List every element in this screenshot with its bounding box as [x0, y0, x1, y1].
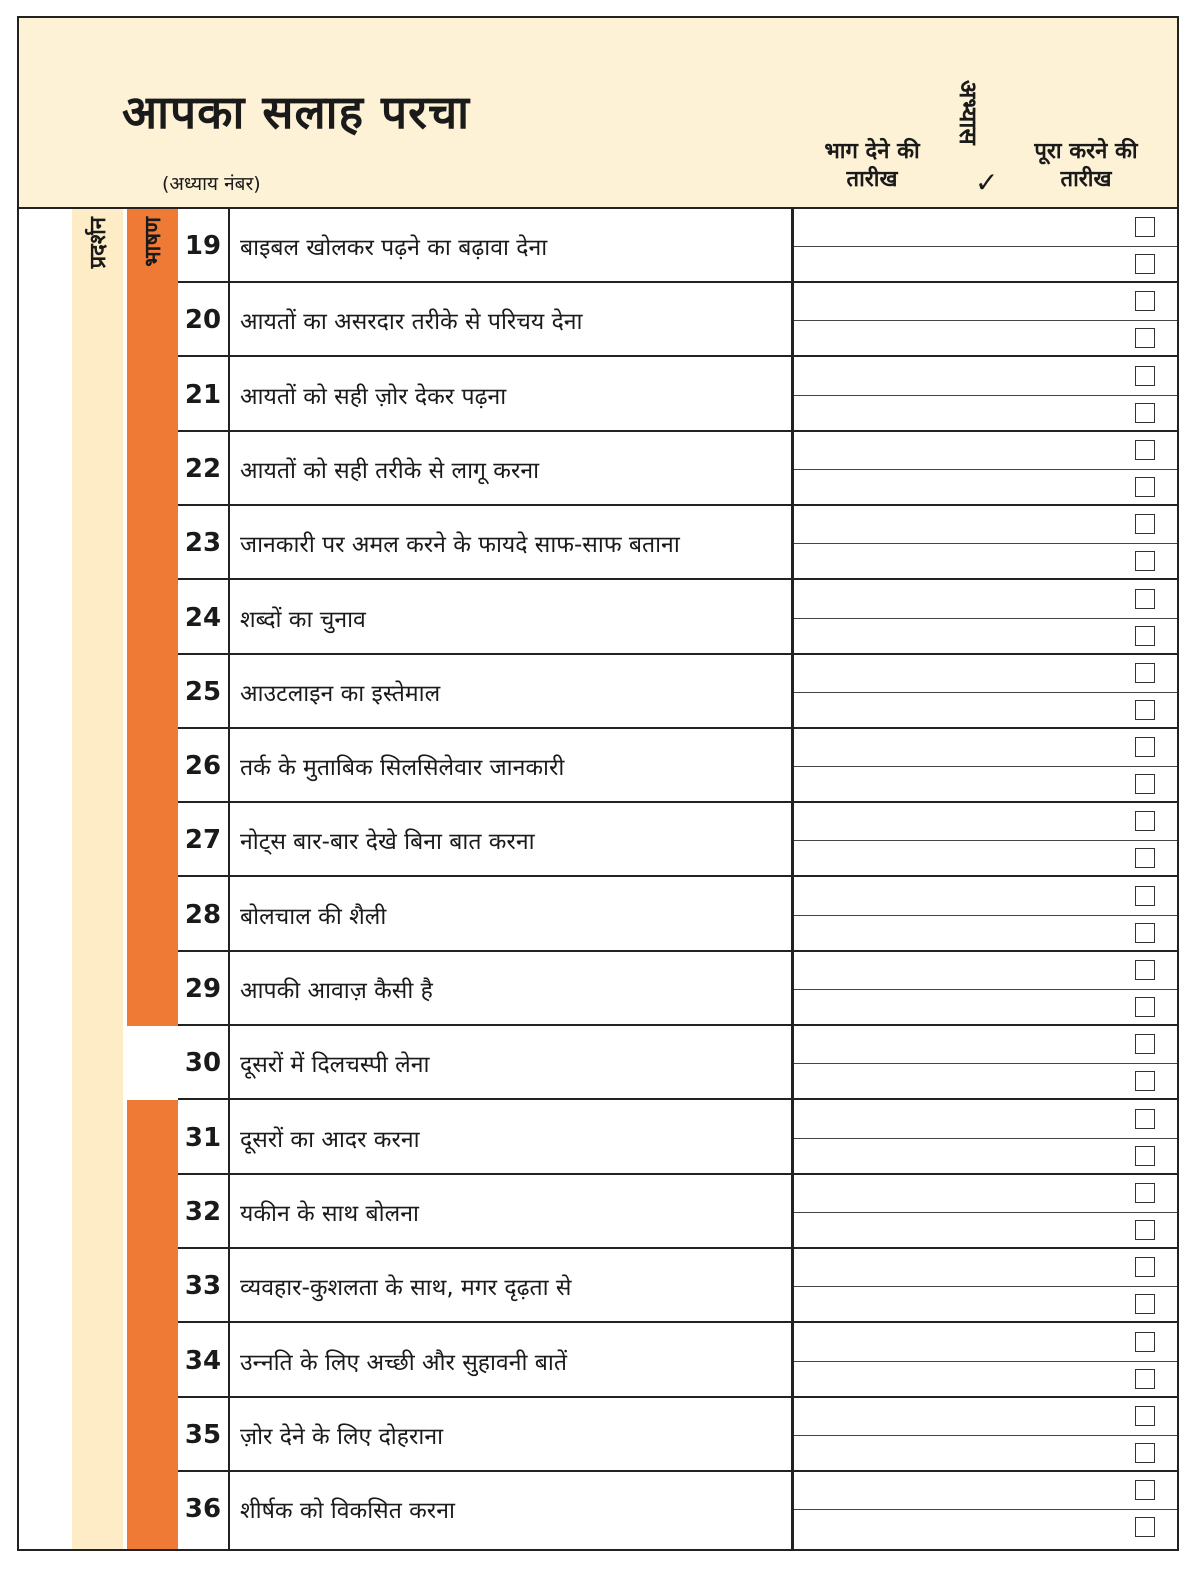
chapter-number: 25 [184, 676, 222, 707]
lesson-title: दूसरों में दिलचस्पी लेना [240, 1052, 430, 1079]
date-subrow-divider [792, 1212, 1179, 1213]
date-subrow-divider [792, 766, 1179, 767]
date-subrow-divider [792, 246, 1179, 247]
practice-checkbox-2[interactable] [1135, 477, 1155, 497]
table-row [178, 803, 1179, 877]
lesson-title: नोट्‌स बार-बार देखे बिना बात करना [240, 829, 535, 856]
date-completed-header [1011, 138, 1161, 194]
talk-band-lower [127, 1100, 178, 1549]
practice-checkbox-1[interactable] [1135, 1332, 1155, 1352]
practice-checkbox-2[interactable] [1135, 1443, 1155, 1463]
chapter-number: 27 [184, 825, 222, 856]
talk-band-upper [127, 209, 178, 1026]
date-column-divider [791, 209, 794, 1549]
date-subrow-divider [792, 1063, 1179, 1064]
chapter-number: 21 [184, 379, 222, 410]
lesson-title: यकीन के साथ बोलना [240, 1200, 419, 1227]
chapter-number: 32 [184, 1196, 222, 1227]
chapter-number: 19 [184, 231, 222, 261]
table-row [178, 729, 1179, 803]
lesson-title: शब्दों का चुनाव [240, 606, 366, 633]
date-subrow-divider [792, 543, 1179, 544]
practice-checkbox-2[interactable] [1135, 1071, 1155, 1091]
table-row [178, 1472, 1179, 1546]
lesson-title: ज़ोर देने के लिए दोहराना [240, 1423, 444, 1450]
lesson-title: व्यवहार-कुशलता के साथ, मगर दृढ़ता से [240, 1275, 572, 1302]
chapter-number: 33 [184, 1271, 222, 1302]
date-subrow-divider [792, 320, 1179, 321]
practice-checkbox-2[interactable] [1135, 254, 1155, 274]
lesson-title: शीर्षक को विकसित करना [240, 1498, 455, 1525]
lesson-title: आउटलाइन का इस्तेमाल [240, 680, 441, 707]
lesson-title: आयतों को सही तरीके से लागू करना [240, 457, 540, 484]
lesson-title: आयतों को सही ज़ोर देकर पढ़ना [240, 383, 507, 410]
table-row [178, 283, 1179, 357]
practice-checkbox-1[interactable] [1135, 217, 1155, 237]
practice-checkbox-2[interactable] [1135, 997, 1155, 1017]
practice-checkbox-2[interactable] [1135, 700, 1155, 720]
demonstration-band [72, 209, 123, 1549]
practice-checkbox-1[interactable] [1135, 1480, 1155, 1500]
date-subrow-divider [792, 989, 1179, 990]
practice-checkbox-1[interactable] [1135, 737, 1155, 757]
practice-checkbox-1[interactable] [1135, 663, 1155, 683]
practice-checkbox-1[interactable] [1135, 589, 1155, 609]
practice-checkbox-2[interactable] [1135, 1369, 1155, 1389]
table-row [178, 506, 1179, 580]
date-assigned-header-line1: भाग देने की [824, 139, 920, 164]
date-subrow-divider [792, 395, 1179, 396]
practice-checkbox-2[interactable] [1135, 328, 1155, 348]
practice-checkbox-1[interactable] [1135, 291, 1155, 311]
practice-checkbox-2[interactable] [1135, 403, 1155, 423]
practice-checkbox-1[interactable] [1135, 1257, 1155, 1277]
chapter-number: 28 [184, 899, 222, 930]
check-mark-icon: ✓ [975, 166, 999, 199]
table-row [178, 878, 1179, 952]
date-subrow-divider [792, 1361, 1179, 1362]
chapter-number: 30 [184, 1048, 222, 1079]
date-subrow-divider [792, 840, 1179, 841]
table-row [178, 952, 1179, 1026]
chapter-number: 31 [184, 1122, 222, 1153]
practice-checkbox-1[interactable] [1135, 1109, 1155, 1129]
date-subrow-divider [792, 1509, 1179, 1510]
chapter-number: 20 [184, 305, 222, 336]
lesson-title: दूसरों का आदर करना [240, 1126, 420, 1153]
date-subrow-divider [792, 1435, 1179, 1436]
page-title: आपका सलाह परचा [122, 85, 471, 139]
date-subrow-divider [792, 469, 1179, 470]
practice-checkbox-1[interactable] [1135, 1406, 1155, 1426]
chapter-number: 35 [184, 1419, 222, 1450]
date-assigned-header [797, 138, 947, 194]
lesson-title: आपकी आवाज़ कैसी है [240, 978, 433, 1004]
date-subrow-divider [792, 618, 1179, 619]
practice-checkbox-1[interactable] [1135, 366, 1155, 386]
number-column-divider [228, 209, 230, 1549]
date-completed-header-line2: तारीख [1060, 167, 1112, 192]
table-row [178, 209, 1179, 283]
date-subrow-divider [792, 915, 1179, 916]
lesson-title: बाइबल खोलकर पढ़ने का बढ़ावा देना [240, 235, 548, 261]
practice-checkbox-2[interactable] [1135, 626, 1155, 646]
sheet-header [19, 18, 1177, 209]
chapter-number: 29 [184, 974, 222, 1004]
chapter-number: 36 [184, 1494, 222, 1525]
practice-checkbox-1[interactable] [1135, 886, 1155, 906]
practice-checkbox-2[interactable] [1135, 923, 1155, 943]
practice-checkbox-2[interactable] [1135, 774, 1155, 794]
counsel-sheet [17, 16, 1179, 1551]
date-subrow-divider [792, 1286, 1179, 1287]
date-completed-header-line1: पूरा करने की [1034, 139, 1138, 164]
chapter-number: 34 [184, 1345, 222, 1376]
lesson-title: आयतों का असरदार तरीके से परिचय देना [240, 309, 583, 336]
lesson-title: जानकारी पर अमल करने के फायदे साफ-साफ बताना [240, 532, 680, 559]
practice-checkbox-1[interactable] [1135, 1183, 1155, 1203]
chapter-number: 22 [184, 453, 222, 484]
lesson-title: बोलचाल की शैली [240, 903, 387, 930]
table-row [178, 1101, 1179, 1175]
practice-checkbox-2[interactable] [1135, 1294, 1155, 1314]
chapter-number-caption: (अध्याय नंबर) [162, 173, 261, 195]
talk-band-label: भाषण [141, 217, 166, 267]
chapter-number: 26 [184, 751, 222, 782]
table-row [178, 358, 1179, 432]
practice-header: अभ्यास [954, 80, 982, 145]
table-row [178, 1175, 1179, 1249]
practice-checkbox-1[interactable] [1135, 811, 1155, 831]
chapter-number: 24 [184, 602, 222, 633]
lesson-list [178, 209, 1179, 1549]
practice-checkbox-2[interactable] [1135, 551, 1155, 571]
lesson-title: उन्‍नति के लिए अच्छी और सुहावनी बातें [240, 1349, 567, 1376]
practice-checkbox-1[interactable] [1135, 440, 1155, 460]
chapter-number: 23 [184, 528, 222, 559]
lesson-title: तर्क के मुताबिक सिलसिलेवार जानकारी [240, 755, 565, 782]
table-row [178, 1398, 1179, 1472]
practice-checkbox-2[interactable] [1135, 848, 1155, 868]
table-row [178, 655, 1179, 729]
date-assigned-header-line2: तारीख [846, 167, 898, 192]
practice-checkbox-1[interactable] [1135, 960, 1155, 980]
demonstration-band-label: प्रदर्शन [86, 217, 111, 269]
date-subrow-divider [792, 1138, 1179, 1139]
date-subrow-divider [792, 692, 1179, 693]
table-row [178, 1324, 1179, 1398]
practice-checkbox-2[interactable] [1135, 1146, 1155, 1166]
table-row [178, 581, 1179, 655]
practice-checkbox-2[interactable] [1135, 1517, 1155, 1537]
table-row [178, 1249, 1179, 1323]
table-row [178, 432, 1179, 506]
practice-checkbox-1[interactable] [1135, 1034, 1155, 1054]
practice-checkbox-1[interactable] [1135, 514, 1155, 534]
practice-checkbox-2[interactable] [1135, 1220, 1155, 1240]
table-row [178, 1026, 1179, 1100]
